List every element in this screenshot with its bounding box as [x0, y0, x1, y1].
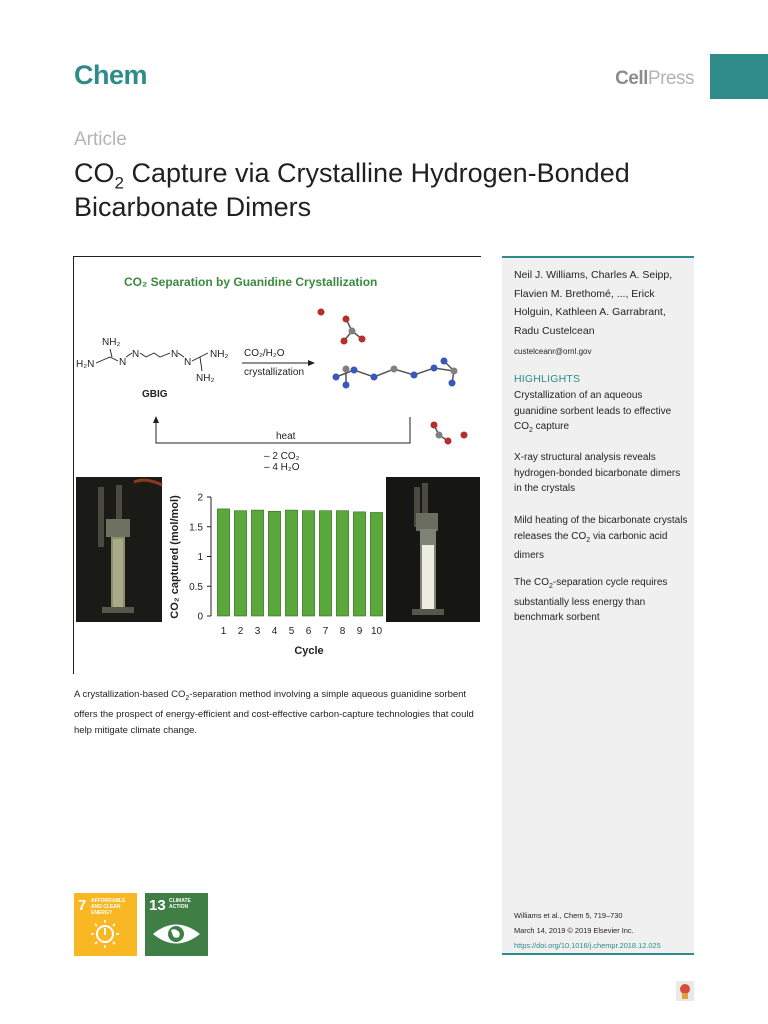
n-label-1: N — [119, 357, 127, 368]
crystal-structure-model — [318, 309, 468, 445]
highlight-item — [514, 575, 688, 626]
title-prefix: CO — [74, 158, 115, 188]
y-tick-label: 1.5 — [189, 522, 203, 534]
photo-gas-bubbler-right — [386, 477, 480, 622]
highlight-text-end: via carbonic acid dimers — [514, 530, 668, 561]
sdg-7-label: AFFORDABLE AND CLEAN ENERGY — [91, 898, 126, 916]
chart-x-ticks — [221, 626, 383, 637]
chart-x-label: Cycle — [294, 645, 324, 657]
bar-cycle-2 — [234, 511, 246, 616]
arrow-label-top: CO₂/H₂O — [244, 348, 285, 359]
publisher-logo-bold: Cell — [615, 68, 648, 89]
x-tick-label: 8 — [339, 626, 346, 637]
x-tick-label: 9 — [356, 626, 363, 637]
co2-capture-chart — [169, 493, 383, 658]
x-tick-label: 10 — [370, 626, 383, 637]
co2-release-label: – 2 CO₂ — [264, 451, 300, 462]
nh2-label-right: NH₂ — [210, 349, 229, 360]
x-tick-label: 3 — [254, 626, 261, 637]
highlights-heading: HIGHLIGHTS — [514, 373, 581, 385]
y-tick-label: 2 — [197, 492, 203, 504]
x-tick-label: 4 — [271, 626, 278, 637]
gbig-structure — [76, 337, 228, 384]
n-label-4: N — [184, 357, 192, 368]
citation-line-2: March 14, 2019 © 2019 Elsevier Inc. — [514, 926, 634, 935]
y-tick-label: 0.5 — [189, 581, 203, 593]
chart-y-label: CO₂ captured (mol/mol) — [169, 495, 181, 619]
chart-y-ticks — [189, 493, 211, 623]
title-rest: Capture via Crystalline Hydrogen-Bonded Bicarbonate Dimers — [74, 158, 630, 222]
sdg-13-label: CLIMATE ACTION — [169, 898, 191, 910]
nh2-label-top: NH₂ — [102, 337, 121, 348]
highlight-text: Crystallization of an aqueous guanidine sorbent leads to effective CO — [514, 390, 672, 432]
x-tick-label: 6 — [305, 626, 312, 637]
summary-paragraph — [74, 687, 474, 739]
summary-part2: -separation method involving a simple aqueous guanidine sorbent offers the prospect of energy-efficient and cost-effective carbon-capture technologies that could help mitigate climate change. — [74, 689, 474, 736]
highlight-item — [514, 450, 688, 497]
journal-logo: Chem — [74, 60, 148, 90]
h2n-label: H₂N — [76, 359, 95, 370]
highlight-subscript: 2 — [549, 583, 553, 590]
sdg-7-number: 7 — [78, 897, 87, 914]
sun-power-icon — [74, 893, 137, 956]
bar-cycle-9 — [353, 512, 365, 616]
title-subscript: 2 — [114, 173, 124, 193]
summary-part1: A crystallization-based CO — [74, 689, 186, 700]
eye-globe-icon — [145, 893, 208, 956]
highlight-text-end: capture — [532, 421, 570, 432]
citation-block — [514, 908, 661, 953]
sdg-7-badge — [74, 893, 137, 956]
x-tick-label: 5 — [288, 626, 295, 637]
abstract-heading: CO₂ Separation by Guanidine Crystallization — [124, 275, 378, 289]
citation-line-1: Williams et al., Chem 5, 719–730 — [514, 911, 623, 920]
crossmark-icon[interactable] — [676, 981, 694, 1001]
article-type: Article — [74, 129, 127, 150]
heat-label: heat — [276, 431, 296, 442]
bar-cycle-8 — [336, 511, 348, 616]
highlight-item — [514, 388, 688, 439]
bar-cycle-3 — [251, 510, 263, 616]
highlight-text: X-ray structural analysis reveals hydrogen-bonded bicarbonate dimers in the crystals — [514, 452, 681, 494]
graphical-abstract — [74, 257, 480, 673]
doi-link[interactable]: https://doi.org/10.1016/j.chempr.2018.12.025 — [514, 941, 661, 950]
publisher-logo — [615, 68, 694, 90]
sdg-13-number: 13 — [149, 897, 166, 914]
bar-cycle-7 — [319, 511, 331, 616]
x-tick-label: 7 — [322, 626, 329, 637]
highlight-text: The CO — [514, 577, 550, 588]
x-tick-label: 2 — [237, 626, 244, 637]
water-release-label: – 4 H₂O — [264, 462, 300, 473]
highlight-text: Mild heating of the bicarbonate crystals releases the CO — [514, 515, 688, 542]
highlight-subscript: 2 — [586, 536, 591, 544]
header-accent-tab — [710, 54, 768, 99]
bar-cycle-4 — [268, 511, 280, 616]
n-label-2: N — [132, 349, 140, 360]
sdg-13-badge — [145, 893, 208, 956]
bar-cycle-5 — [285, 510, 297, 616]
highlight-item — [514, 513, 688, 564]
nh2-label-bottom: NH₂ — [196, 373, 215, 384]
corresponding-email[interactable]: custelceanr@ornl.gov — [514, 347, 592, 356]
publisher-logo-light: Press — [647, 68, 694, 89]
author-list: Neil J. Williams, Charles A. Seipp, Flavien M. Brethomé, ..., Erick Holguin, Kathleen A. Garrabrant, Radu Custelcean — [514, 269, 673, 337]
y-tick-label: 0 — [197, 611, 203, 623]
bar-cycle-1 — [217, 509, 229, 616]
x-tick-label: 1 — [220, 626, 227, 637]
article-title — [74, 156, 634, 224]
highlight-text-end: -separation cycle requires substantially less energy than benchmark sorbent — [514, 577, 668, 623]
n-label-3: N — [171, 349, 179, 360]
summary-subscript: 2 — [185, 694, 190, 702]
chart-bars — [217, 509, 382, 616]
bar-cycle-10 — [370, 512, 382, 616]
arrow-label-bottom: crystallization — [244, 367, 305, 378]
photo-gas-bubbler-left — [76, 477, 162, 622]
y-tick-label: 1 — [197, 552, 203, 563]
gbig-label: GBIG — [142, 389, 168, 400]
highlight-subscript: 2 — [529, 427, 533, 434]
bar-cycle-6 — [302, 511, 314, 616]
